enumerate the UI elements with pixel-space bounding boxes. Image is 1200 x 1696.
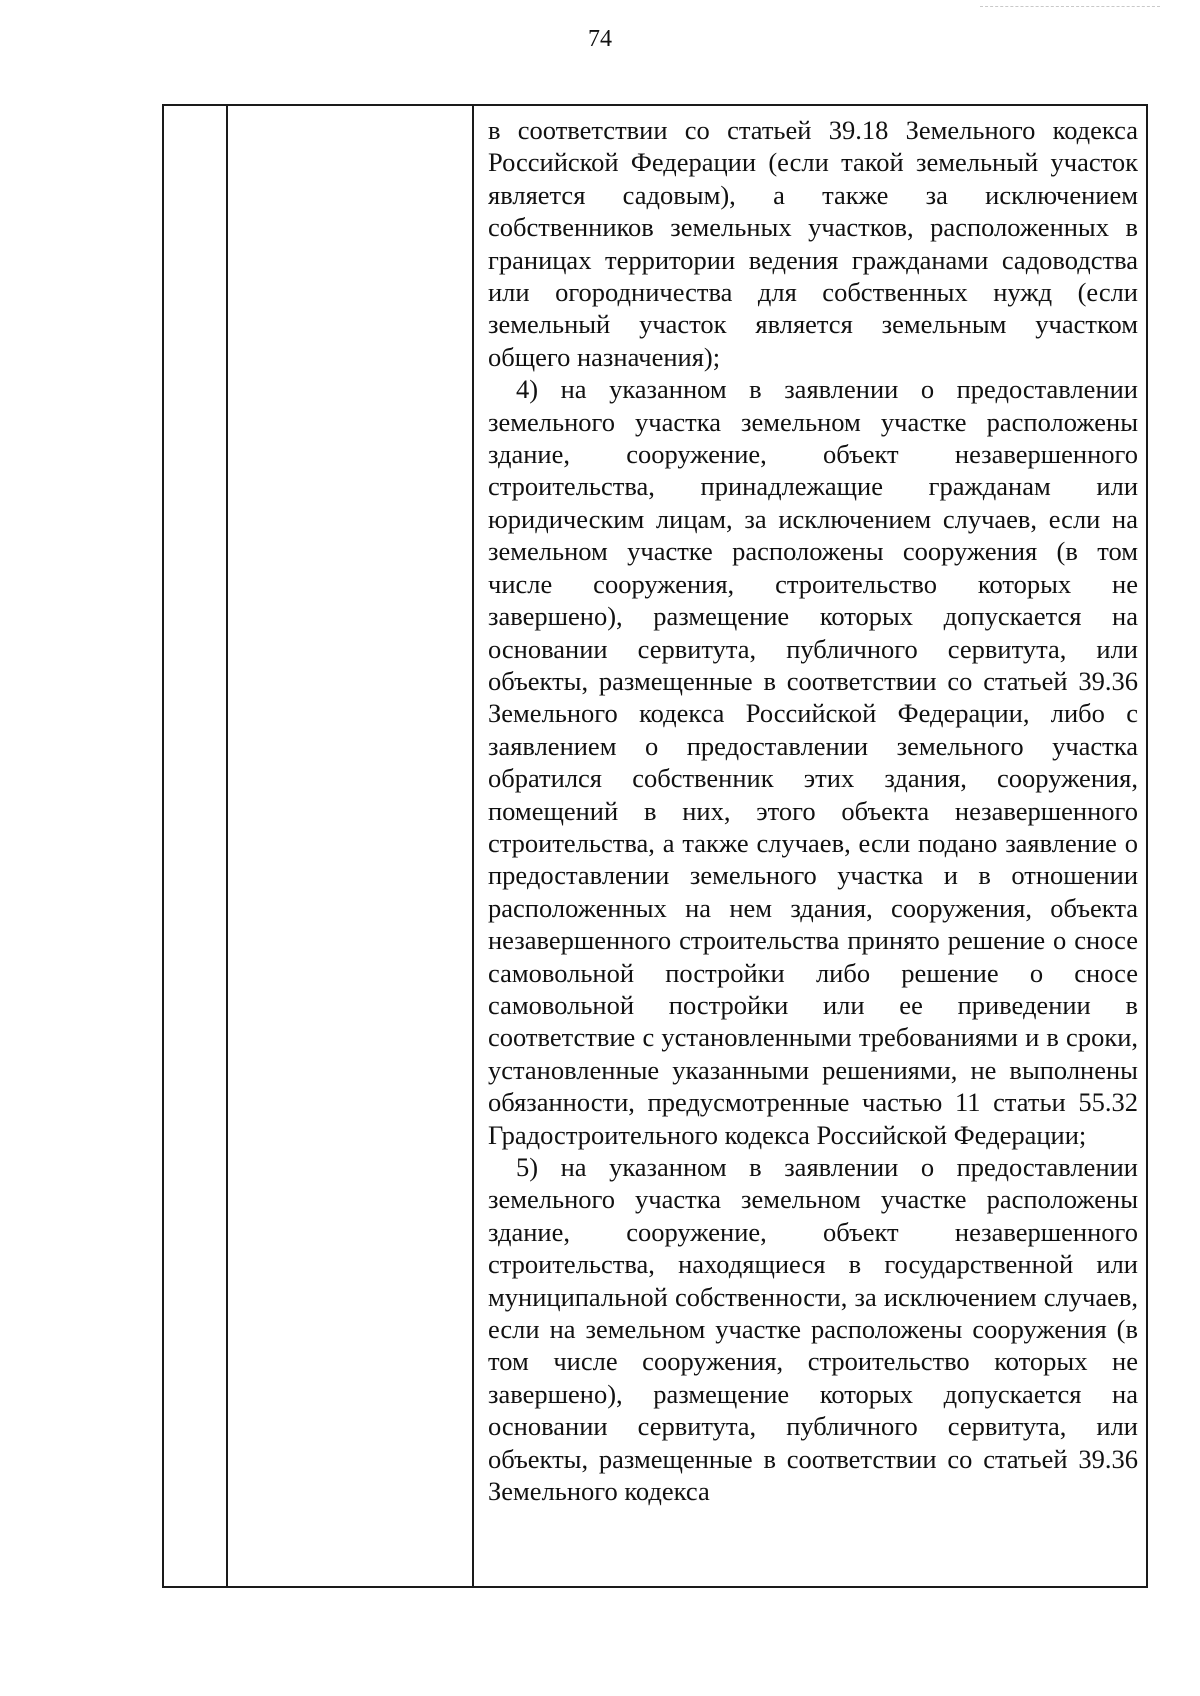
document-table — [162, 104, 1148, 1588]
paragraph-continuation: в соответствии со статьей 39.18 Земельного кодекса Российской Федерации (если такой земельный участок является садовым), а также за исключением собственников земельных участков, расположенных в границах территории ведения гражданами садоводства или огородничества для собственных нужд (если земельный участок является земельным участком общего назначения); — [488, 115, 1138, 372]
table-column-divider-2 — [472, 104, 474, 1588]
table-text-cell — [488, 114, 1138, 1586]
paragraph-item-5: 5) на указанном в заявлении о предоставлении земельного участка земельном участке расположены здание, сооружение, объект незавершенного строительства, находящиеся в государственной или муниципальной собственности, за исключением случаев, если на земельном участке расположены сооружения (в том числе сооружения, строительство которых не завершено), размещение которых допускается на основании сервитута, публичного сервитута, или объекты, размещенные в соответствии со статьей 39.36 Земельного кодекса — [488, 1152, 1138, 1507]
scan-artifact-marks — [980, 6, 1160, 11]
paragraph-item-4: 4) на указанном в заявлении о предоставлении земельного участка земельном участке расположены здание, сооружение, объект незавершенного строительства, принадлежащие гражданам или юридическим лицам, за исключением случаев, если на земельном участке расположены сооружения (в том числе сооружения, строительство которых не завершено), размещение которых допускается на основании сервитута, публичного сервитута, или объекты, размещенные в соответствии со статьей 39.36 Земельного кодекса Российской Федерации, либо с заявлением о предоставлении земельного участка обратился собственник этих здания, сооружения, помещений в них, этого объекта незавершенного строительства, а также случаев, если подано заявление о предоставлении земельного участка и в отношении расположенных на нем здания, сооружения, объекта незавершенного строительства принято решение о сносе самовольной постройки либо решение о сносе самовольной постройки или ее приведении в соответствие с установленными требованиями и в сроки, установленные указанными решениями, не выполнены обязанности, предусмотренные частью 11 статьи 55.32 Градостроительного кодекса Российской Федерации; — [488, 374, 1138, 1150]
page-number: 74 — [588, 26, 612, 52]
table-column-divider-1 — [226, 104, 228, 1588]
